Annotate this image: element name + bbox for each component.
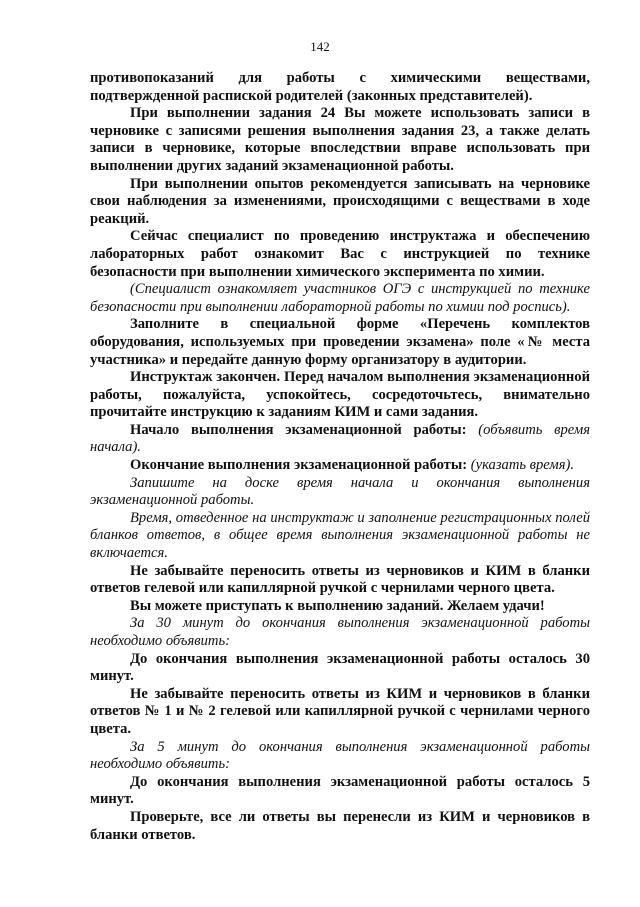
paragraph-italic-part: (указать время).: [467, 457, 575, 474]
paragraph: До окончания выполнения экзаменационной работы осталось 30 минут.: [90, 650, 590, 685]
paragraph-instruction: (Специалист ознакомляет участников ОГЭ с инструкцией по технике безопасности при выполнении лабораторной работы по химии под роспись).: [90, 281, 590, 315]
paragraph: Вы можете приступать к выполнению заданий. Желаем удачи!: [130, 597, 545, 614]
paragraph-instruction: Запишите на доске время начала и окончания выполнения экзаменационной работы.: [90, 474, 590, 509]
paragraph: Не забывайте переносить ответы из черновиков и КИМ в бланки ответов гелевой или капиллярной ручкой с чернилами черного цвета.: [90, 562, 590, 597]
paragraph-italic-part: (объявить время начала).: [90, 421, 590, 456]
paragraph: Сейчас специалист по проведению инструктажа и обеспечению лабораторных работ ознакомит Вас с инструкцией по технике безопасности при выполнении химического эксперимента по химии.: [90, 228, 590, 280]
paragraph: Проверьте, все ли ответы вы перенесли из КИМ и черновиков в бланки ответов.: [90, 808, 590, 843]
paragraph-mixed: [90, 422, 590, 457]
document-body: [90, 70, 590, 844]
paragraph-instruction: За 5 минут до окончания выполнения экзаменационной работы необходимо объявить:: [90, 738, 590, 773]
paragraph-bold-part: Окончание выполнения экзаменационной работы:: [130, 457, 468, 474]
paragraph: противопоказаний для работы с химическими веществами, подтвержденной распиской родителей (законных представителей).: [90, 70, 590, 104]
paragraph: Не забывайте переносить ответы из КИМ и черновиков в бланки ответов № 1 и № 2 гелевой или капиллярной ручкой с чернилами черного цвета.: [90, 685, 590, 737]
paragraph: При выполнении опытов рекомендуется записывать на черновике свои наблюдения за изменениями, происходящими с веществами в ходе реакций.: [90, 175, 590, 227]
paragraph: Инструктаж закончен. Перед началом выполнения экзаменационной работы, пожалуйста, успокойтесь, сосредоточьтесь, внимательно прочитайте инструкцию к заданиям КИМ и сами задания.: [90, 369, 590, 421]
paragraph: До окончания выполнения экзаменационной работы осталось 5 минут.: [90, 773, 590, 808]
paragraph-bold-part: Начало выполнения экзаменационной работы:: [130, 421, 467, 438]
paragraph: Заполните в специальной форме «Перечень комплектов оборудования, используемых при проведении экзамена» поле «№ места участника» и передайте данную форму организатору в аудитории.: [90, 316, 590, 368]
paragraph-instruction: За 30 минут до окончания выполнения экзаменационной работы необходимо объявить:: [90, 615, 590, 649]
paragraph: При выполнении задания 24 Вы можете использовать записи в черновике с записями решения выполнения задания 23, а также делать записи в черновике, которые впоследствии вправе использовать при выполнении других заданий экзаменационной работы.: [90, 105, 590, 174]
paragraph-instruction: Время, отведенное на инструктаж и заполнение регистрационных полей бланков ответов, в общее время выполнения экзаменационной работы не включается.: [90, 509, 590, 562]
paragraph-mixed: [90, 457, 590, 475]
page-number: 142: [310, 39, 330, 54]
